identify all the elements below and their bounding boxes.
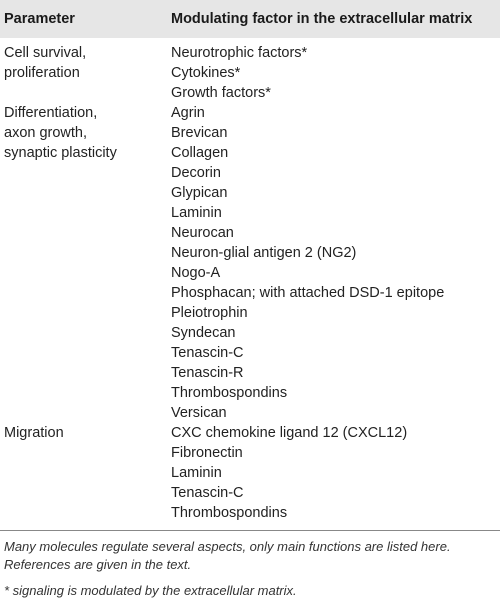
factor-item: Thrombospondins bbox=[171, 505, 288, 521]
parameter-line: Differentiation, bbox=[4, 105, 98, 121]
parameter-cell bbox=[4, 423, 164, 443]
factor-item: Laminin bbox=[171, 465, 222, 481]
factors-cell bbox=[171, 423, 491, 523]
factor-item: Tenascin-C bbox=[171, 345, 244, 361]
table-footnotes bbox=[4, 538, 498, 600]
parameter-cell bbox=[4, 103, 164, 163]
header-modulating-factor: Modulating factor in the extracellular matrix bbox=[171, 11, 473, 27]
factor-item: Collagen bbox=[171, 145, 229, 161]
parameter-line: axon growth, bbox=[4, 125, 88, 141]
factors-cell bbox=[171, 103, 491, 423]
table-bottom-rule bbox=[0, 530, 500, 531]
factor-item: Versican bbox=[171, 405, 227, 421]
factor-item: Neurotrophic factors* bbox=[171, 45, 308, 61]
factor-item: Pleiotrophin bbox=[171, 305, 248, 321]
footnote-signaling: * signaling is modulated by the extracellular matrix. bbox=[4, 583, 297, 598]
header-parameter: Parameter bbox=[4, 11, 75, 27]
parameter-cell bbox=[4, 43, 164, 83]
factor-item: Cytokines* bbox=[171, 65, 241, 81]
table-header bbox=[0, 0, 500, 38]
parameter-line: proliferation bbox=[4, 65, 80, 81]
factor-item: Tenascin-C bbox=[171, 485, 244, 501]
footnote-line: Many molecules regulate several aspects, only main functions are listed here. bbox=[4, 539, 451, 554]
factor-item: Laminin bbox=[171, 205, 222, 221]
factor-item: Fibronectin bbox=[171, 445, 243, 461]
factor-item: CXC chemokine ligand 12 (CXCL12) bbox=[171, 425, 408, 441]
factor-item: Phosphacan; with attached DSD-1 epitope bbox=[171, 285, 445, 301]
factor-item: Syndecan bbox=[171, 325, 236, 341]
factor-item: Nogo-A bbox=[171, 265, 221, 281]
parameter-line: synaptic plasticity bbox=[4, 145, 117, 161]
parameter-line: Cell survival, bbox=[4, 45, 87, 61]
factors-cell bbox=[171, 43, 491, 103]
footnote-line: References are given in the text. bbox=[4, 557, 192, 572]
parameter-line: Migration bbox=[4, 425, 64, 441]
factor-item: Brevican bbox=[171, 125, 228, 141]
factor-item: Growth factors* bbox=[171, 85, 271, 101]
factor-item: Glypican bbox=[171, 185, 228, 201]
factor-item: Neuron-glial antigen 2 (NG2) bbox=[171, 245, 357, 261]
factor-item: Decorin bbox=[171, 165, 221, 181]
factor-item: Thrombospondins bbox=[171, 385, 288, 401]
factor-item: Tenascin-R bbox=[171, 365, 244, 381]
factor-item: Neurocan bbox=[171, 225, 234, 241]
factor-item: Agrin bbox=[171, 105, 205, 121]
